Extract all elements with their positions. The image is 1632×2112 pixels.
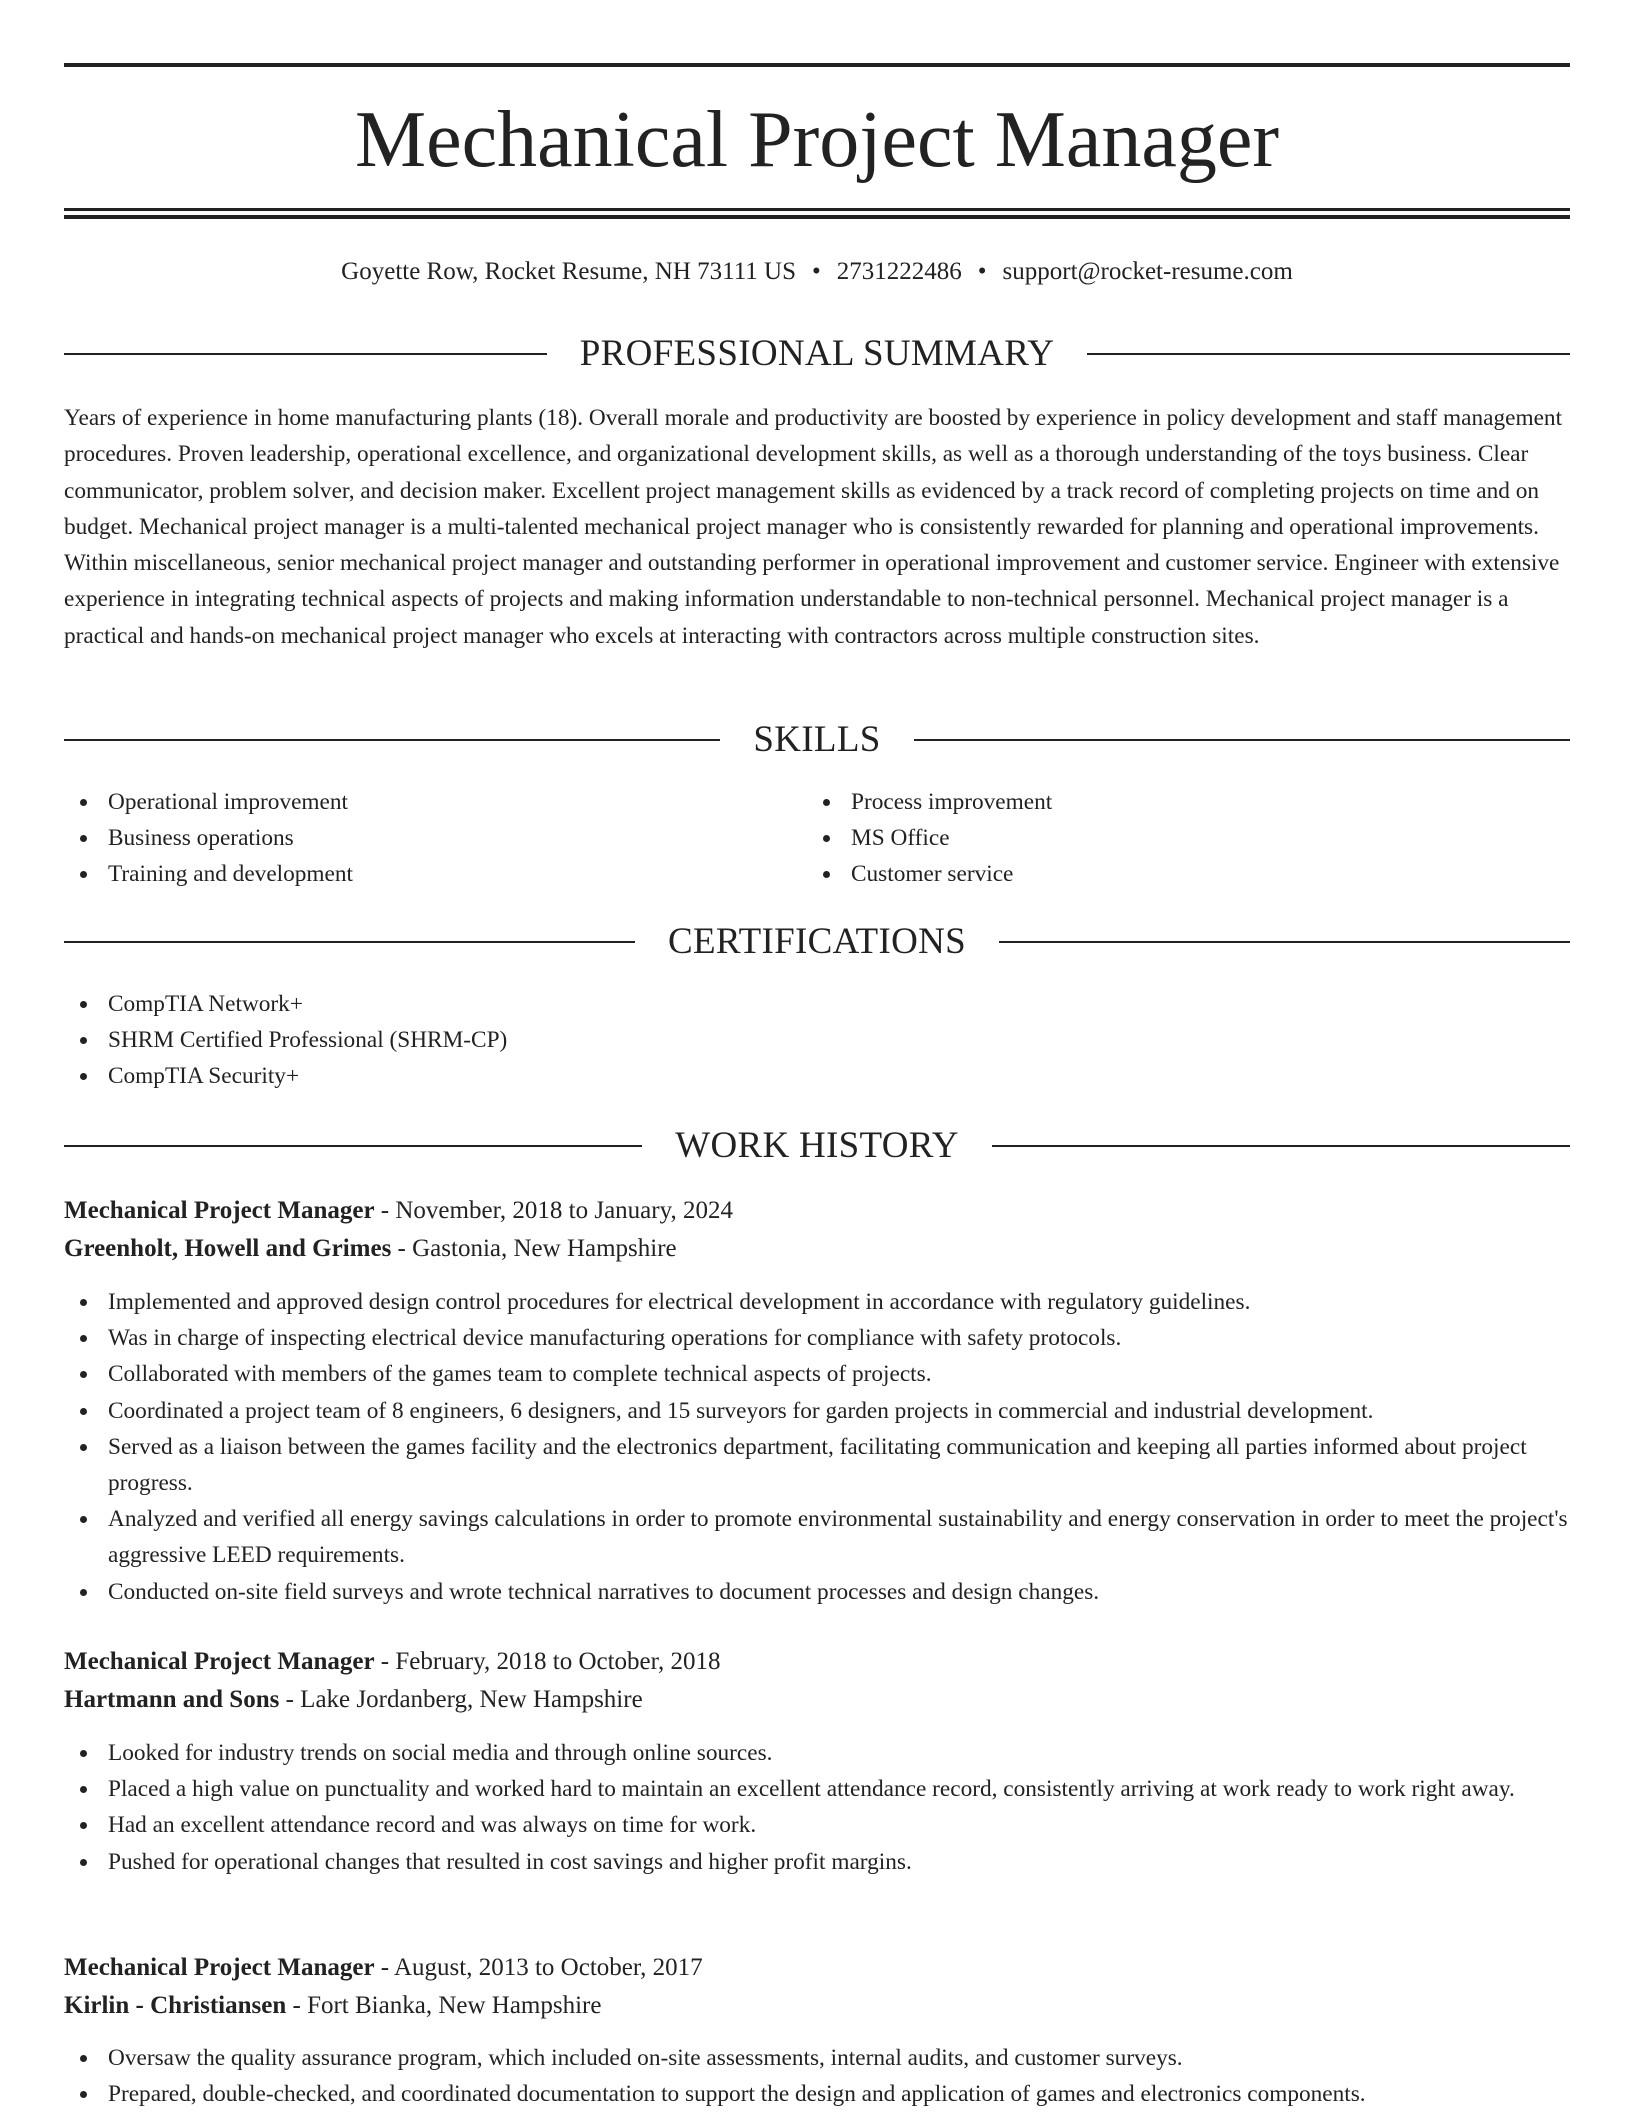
contact-address: Goyette Row, Rocket Resume, NH 73111 US (341, 258, 796, 285)
contact-email: support@rocket-resume.com (1002, 258, 1293, 285)
job-title-line (64, 1192, 1570, 1230)
job-location: - Gastonia, New Hampshire (391, 1235, 677, 1262)
section-title-summary: PROFESSIONAL SUMMARY (579, 333, 1055, 374)
section-rule-left (64, 941, 635, 943)
job-title: Mechanical Project Manager (64, 1954, 375, 1981)
job-title: Mechanical Project Manager (64, 1197, 375, 1224)
certification-item: CompTIA Network+ (64, 986, 1570, 1022)
job-dates: - February, 2018 to October, 2018 (374, 1648, 721, 1675)
section-heading-work-history (64, 1124, 1570, 1168)
job-company-line (64, 1987, 1570, 2025)
skill-item: Process improvement (807, 784, 1547, 820)
job-duty-item: Placed a high value on punctuality and worked hard to maintain an excellent attendance record, consistently arriving at work ready to work right away. (64, 1771, 1570, 1807)
header-double-rule-lower (64, 215, 1570, 219)
job-duty-item: Coordinated a project team of 8 engineers, 6 designers, and 15 surveyors for garden projects in commercial and industrial development. (64, 1393, 1570, 1429)
job-location: - Fort Bianka, New Hampshire (286, 1992, 602, 2019)
skill-item: Operational improvement (64, 784, 804, 820)
job-company-line (64, 1230, 1570, 1268)
job-duty-item: Oversaw the quality assurance program, which included on-site assessments, internal audits, and customer surveys. (64, 2040, 1570, 2076)
job-company: Greenholt, Howell and Grimes (64, 1235, 392, 1262)
skills-list-right (807, 784, 1547, 893)
contact-phone: 2731222486 (836, 258, 962, 285)
job-duty-item: Conducted on-site field surveys and wrote technical narratives to document processes and design changes. (64, 1574, 1570, 1610)
job-duty-item: Served as a liaison between the games facility and the electronics department, facilitating communication and keeping all parties informed about project progress. (64, 1429, 1570, 1501)
resume-name: Mechanical Project Manager (354, 96, 1280, 184)
section-rule-right (992, 1145, 1570, 1147)
section-rule-right (914, 739, 1570, 741)
section-rule-right (1087, 353, 1570, 355)
section-rule-left (64, 739, 720, 741)
job-duty-item: Had an excellent attendance record and was always on time for work. (64, 1807, 1570, 1843)
section-title-work-history: WORK HISTORY (675, 1125, 959, 1166)
job-location: - Lake Jordanberg, New Hampshire (279, 1686, 643, 1713)
skill-item: MS Office (807, 820, 1547, 856)
certification-item: CompTIA Security+ (64, 1058, 1570, 1094)
job-duty-item: Analyzed and verified all energy savings calculations in order to promote environmental sustainability and energy conservation in order to meet the project's aggressive LEED requirements. (64, 1501, 1570, 1573)
contact-separator: • (977, 258, 987, 285)
section-rule-left (64, 353, 547, 355)
header-double-rule-upper (64, 208, 1570, 211)
job-duty-item: Looked for industry trends on social media and through online sources. (64, 1735, 1570, 1771)
section-heading-certifications (64, 920, 1570, 964)
job-duties-list (64, 1735, 1570, 1880)
contact-separator: • (811, 258, 821, 285)
job-company: Hartmann and Sons (64, 1686, 280, 1713)
section-title-certifications: CERTIFICATIONS (668, 921, 966, 962)
job-duty-item: Was in charge of inspecting electrical device manufacturing operations for compliance with safety protocols. (64, 1320, 1570, 1356)
section-title-skills: SKILLS (753, 719, 881, 760)
job-duties-list (64, 2040, 1570, 2112)
header-top-rule (64, 63, 1570, 67)
skill-item: Business operations (64, 820, 804, 856)
section-heading-skills (64, 718, 1570, 762)
job-dates: - August, 2013 to October, 2017 (374, 1954, 703, 1981)
certifications-list (64, 986, 1570, 1095)
job-company: Kirlin - Christiansen (64, 1992, 287, 2019)
skill-item: Training and development (64, 856, 804, 892)
certification-item: SHRM Certified Professional (SHRM-CP) (64, 1022, 1570, 1058)
section-rule-left (64, 1145, 642, 1147)
job-duty-item: Pushed for operational changes that resulted in cost savings and higher profit margins. (64, 1844, 1570, 1880)
job-title-line (64, 1949, 1570, 1987)
job-duty-item: Implemented and approved design control procedures for electrical development in accordance with regulatory guidelines. (64, 1284, 1570, 1320)
skills-list-left (64, 784, 804, 893)
job-company-line (64, 1681, 1570, 1719)
job-title: Mechanical Project Manager (64, 1648, 375, 1675)
job-duties-list (64, 1284, 1570, 1610)
section-rule-right (999, 941, 1570, 943)
section-heading-summary (64, 332, 1570, 376)
job-duty-item: Collaborated with members of the games team to complete technical aspects of projects. (64, 1356, 1570, 1392)
job-title-line (64, 1643, 1570, 1681)
contact-line (64, 256, 1570, 288)
job-dates: - November, 2018 to January, 2024 (374, 1197, 733, 1224)
job-duty-item: Prepared, double-checked, and coordinated documentation to support the design and application of games and electronics components. (64, 2076, 1570, 2112)
skill-item: Customer service (807, 856, 1547, 892)
professional-summary-text: Years of experience in home manufacturing plants (18). Overall morale and productivity are boosted by experience in policy development and staff management procedures. Proven leadership, operational excellence, and organizational development skills, as well as a thorough understanding of the toys business. Clear communicator, problem solver, and decision maker. Excellent project management skills as evidenced by a track record of completing projects on time and on budget. Mechanical project manager is a multi-talented mechanical project manager who is consistently rewarded for planning and operational improvements. Within miscellaneous, senior mechanical project manager and outstanding performer in operational improvement and customer service. Engineer with extensive experience in integrating technical aspects of projects and making information understandable to non-technical personnel. Mechanical project manager is a practical and hands-on mechanical project manager who excels at interacting with contractors across multiple construction sites. (64, 405, 1563, 649)
